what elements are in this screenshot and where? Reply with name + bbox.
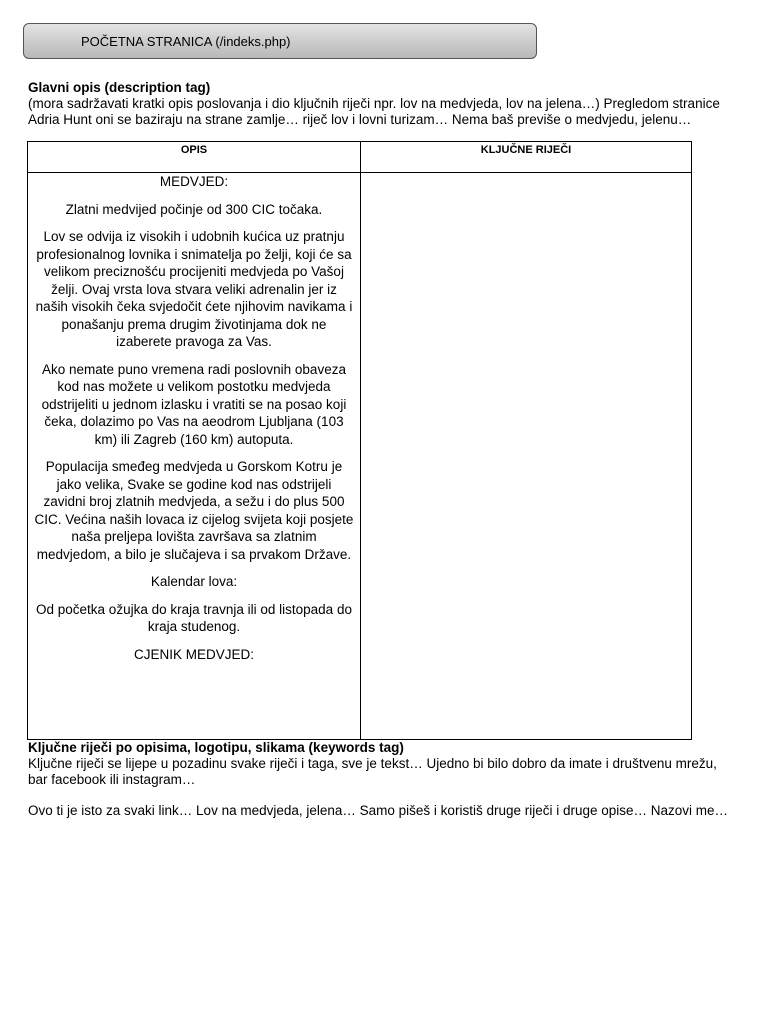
column-header-kljucne-rijeci: KLJUČNE RIJEČI bbox=[361, 142, 692, 173]
paragraph-population: Populacija smeđeg medvjeda u Gorskom Kotru je jako velika, Svake se godine kod nas odstrijeli zavidni broj zlatnih medvjeda, a sežu i do plus 500 CIC. Većina naših lovaca iz cijelog svijeta koji posjete naša preljepa lovišta završava sa zlatnim medvjedom, a bilo je slučajeva i sa prvakom Države. bbox=[34, 459, 354, 562]
keywords-text: Ključne riječi se lijepe u pozadinu svake riječi i taga, sve je tekst… Ujedno bi bilo dobro da imate i društvenu mrežu, bar facebook ili instagram… bbox=[28, 756, 717, 787]
column-header-opis: OPIS bbox=[28, 142, 361, 173]
description-heading: Glavni opis (description tag) bbox=[28, 80, 211, 95]
table-header-row bbox=[28, 142, 692, 173]
description-cell bbox=[28, 173, 361, 740]
paragraph-hunt-description: Lov se odvija iz visokih i udobnih kućica uz pratnju profesionalnog lovnika i snimatelja po želji, koji će sa velikom preciznošću procijeniti medvjeda po Vašoj želji. Ovaj vrsta lova stvara veliki adrenalin jer iz naših visokih čeka svjedočit ćete njihovim navikama i ponašanju prema drugim životinjama dok ne izaberete pravoga za Vas. bbox=[35, 229, 353, 349]
table-row bbox=[28, 173, 692, 740]
paragraph-medvjed-title: MEDVJED: bbox=[159, 174, 229, 189]
paragraph-calendar-title: Kalendar lova: bbox=[150, 574, 238, 589]
links-note: Ovo ti je isto za svaki link… Lov na medvjeda, jelena… Samo pišeš i koristiš druge riječi i druge opise… Nazovi me… bbox=[28, 803, 729, 818]
keywords-heading: Ključne riječi po opisima, logotipu, slikama (keywords tag) bbox=[28, 740, 404, 755]
keywords-cell bbox=[361, 173, 692, 740]
description-section bbox=[28, 80, 738, 128]
paragraph-cic: Zlatni medvijed počinje od 300 CIC točaka. bbox=[65, 201, 323, 217]
description-text: (mora sadržavati kratki opis poslovanja i dio ključnih riječi npr. lov na medvjeda, lov na jelena…) Pregledom stranice Adria Hunt oni se baziraju na strane zamlje… riječ lov i lovni turizam… Nema baš previše o medvjedu, jelenu… bbox=[28, 96, 720, 127]
description-keywords-table bbox=[27, 141, 692, 740]
paragraph-price-list: CJENIK MEDVJED: bbox=[133, 646, 255, 662]
page-title-box bbox=[23, 23, 537, 59]
keywords-section bbox=[28, 740, 740, 819]
paragraph-business-travel: Ako nemate puno vremena radi poslovnih obaveza kod nas možete u velikom postotku medvjeda odstrijeliti u jednom izlasku i vratiti se na posao koji čeka, dolazimo po Vas na aeodrom Ljubljana (103 km) ili Zagreb (160 km) autoputa. bbox=[41, 361, 347, 447]
paragraph-calendar-dates: Od početka ožujka do kraja travnja ili od listopada do kraja studenog. bbox=[36, 601, 352, 634]
page-title: POČETNA STRANICA (/indeks.php) bbox=[81, 34, 291, 49]
